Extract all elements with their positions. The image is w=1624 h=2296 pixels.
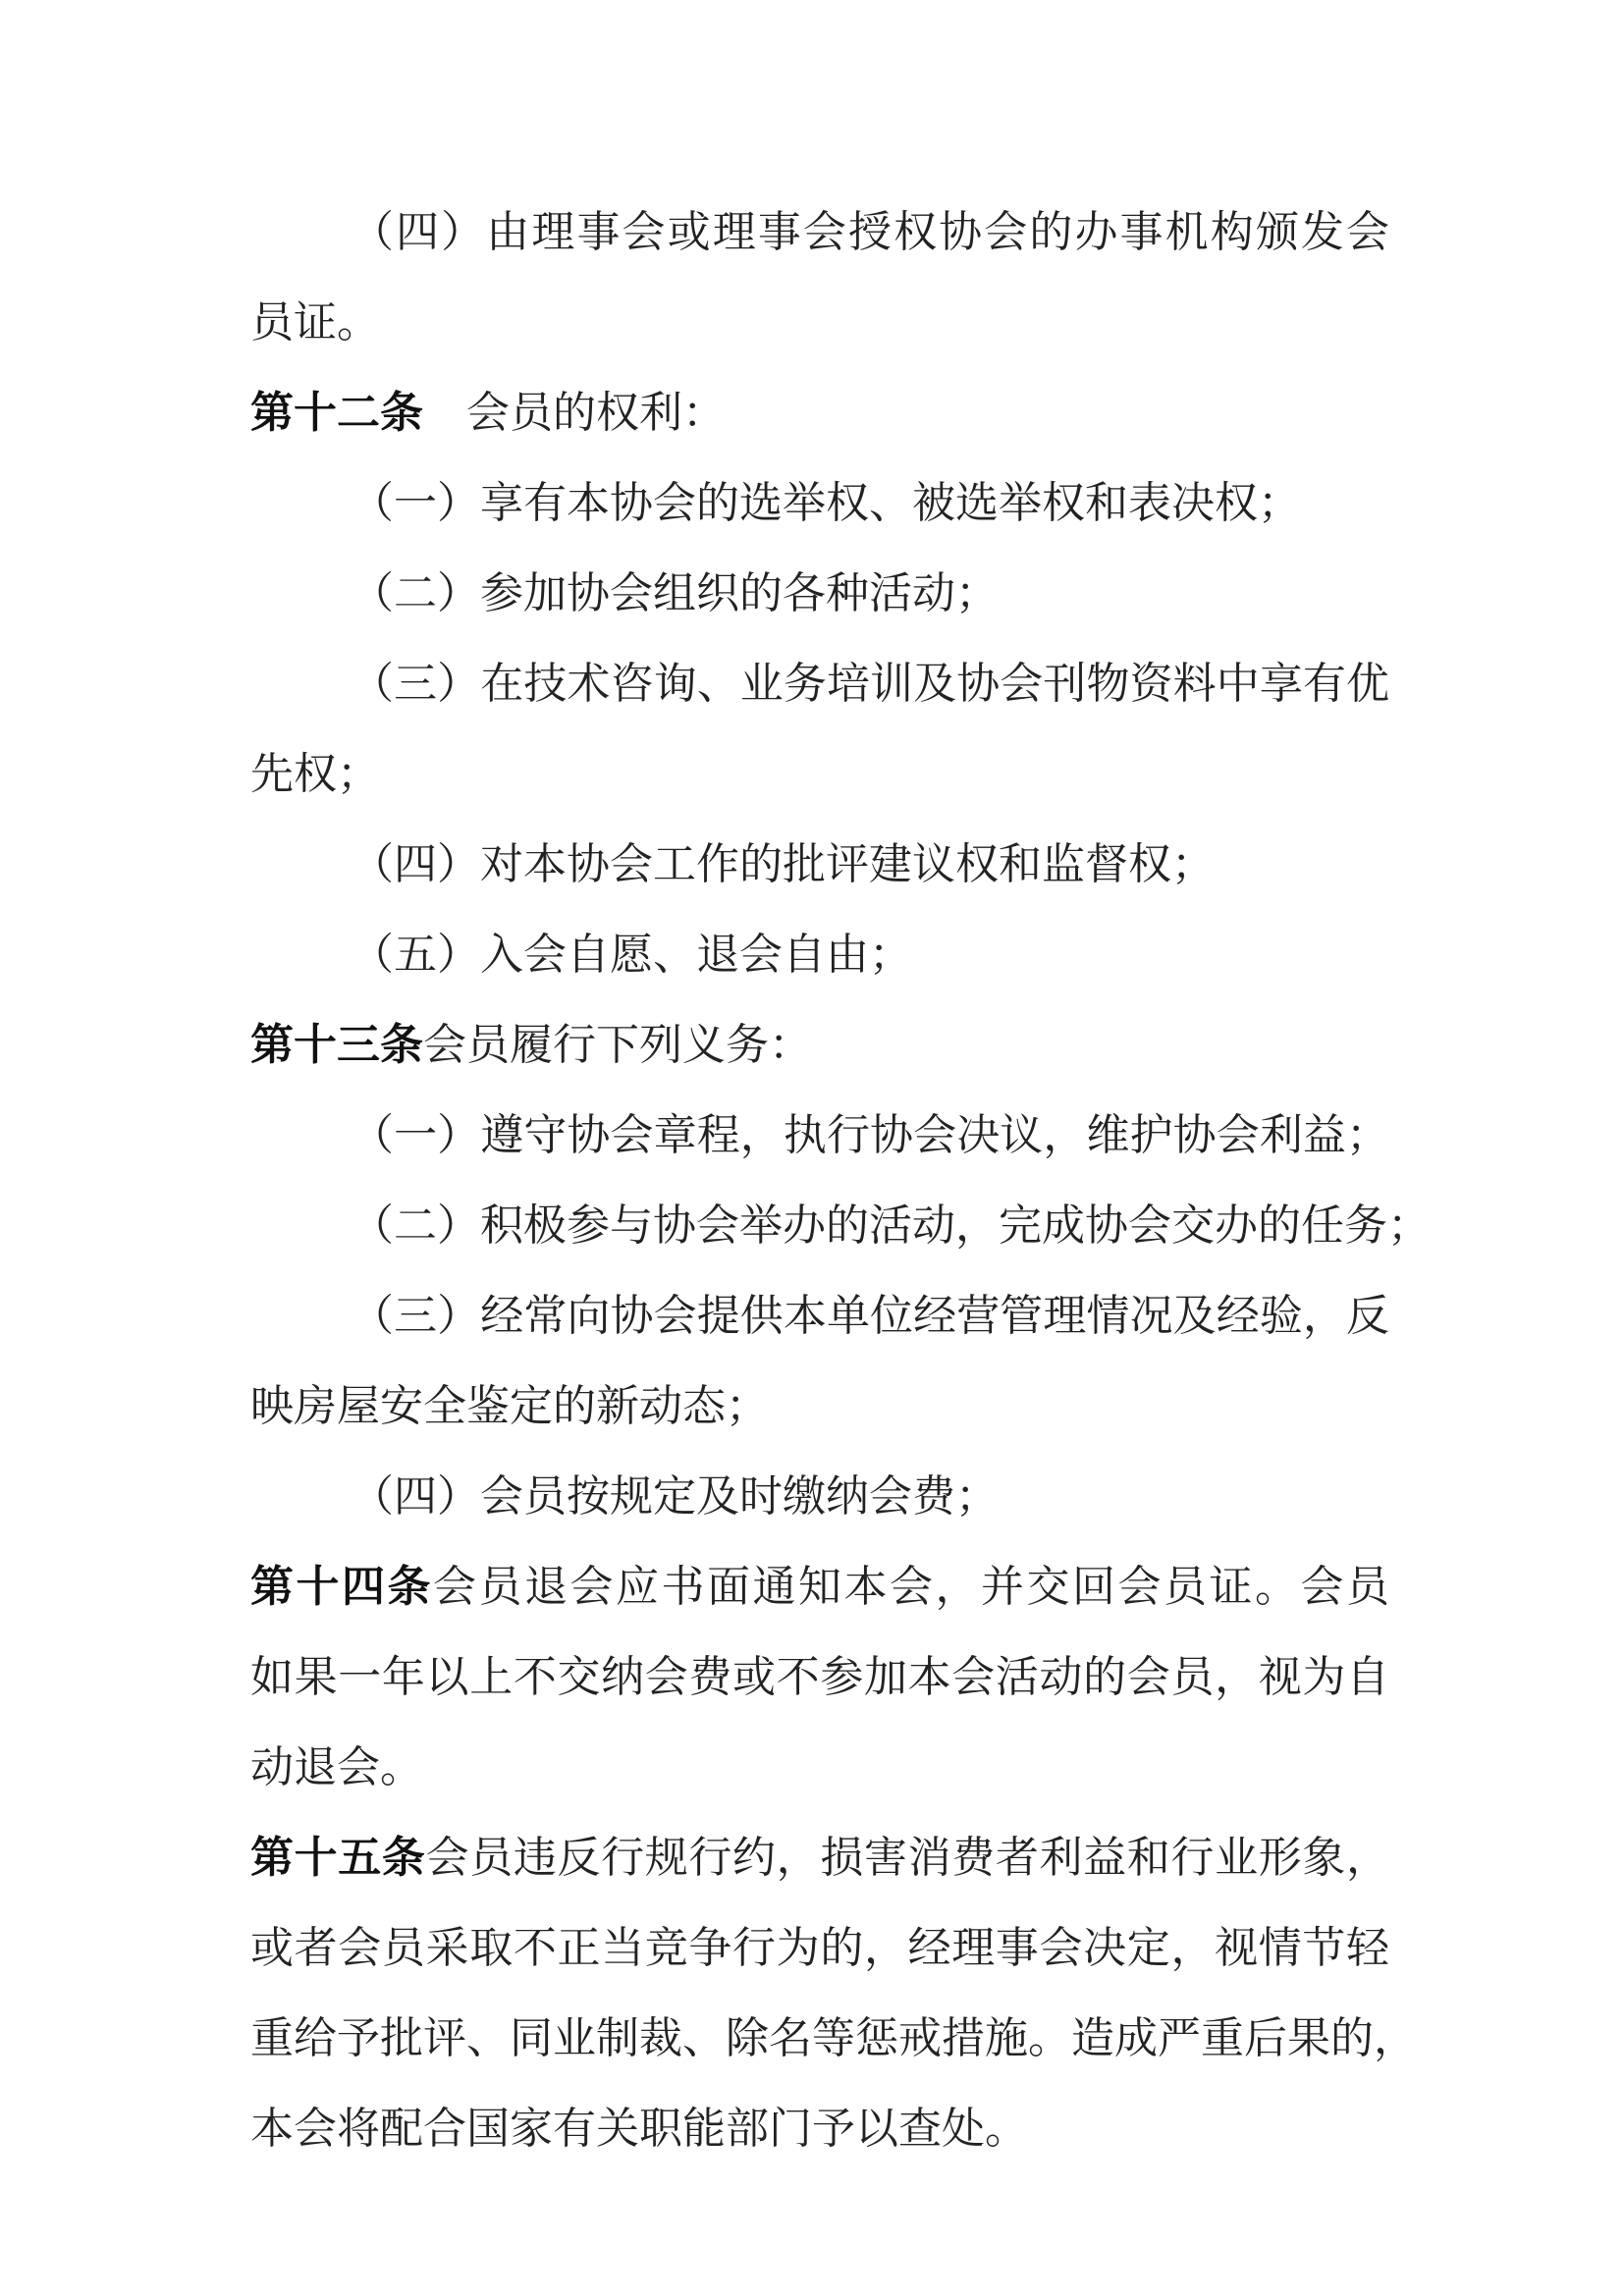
- clause-11-item-4-line-2: 员证。: [250, 297, 380, 347]
- article-12-item-4: （四）对本协会工作的批评建议权和监督权；: [351, 839, 1215, 889]
- article-14-title: 第十四条: [250, 1562, 433, 1612]
- article-13-item-4: （四）会员按规定及时缴纳会费；: [351, 1471, 999, 1522]
- article-12-item-5: （五）入会自愿、退会自由；: [351, 930, 912, 980]
- article-12-item-2: （二）参加协会组织的各种活动；: [351, 568, 999, 618]
- article-15-text-line-4: 本会将配合国家有关职能部门予以查处。: [250, 2104, 1028, 2154]
- article-15-heading-line: [250, 1829, 1389, 1888]
- article-14-text-line-3: 动退会。: [250, 1742, 423, 1792]
- article-12-title: 第十二条: [250, 388, 423, 438]
- article-14-heading-line: [250, 1558, 1389, 1617]
- article-12-item-3-line-1: （三）在技术咨询、业务培训及协会刊物资料中享有优: [351, 659, 1389, 709]
- article-15-text-line-3: 重给予批评、同业制裁、除名等惩戒措施。造成严重后果的，: [250, 2013, 1417, 2063]
- article-13-title: 第十三条: [250, 1020, 423, 1070]
- article-13-item-1: （一）遵守协会章程，执行协会决议，维护协会利益；: [351, 1110, 1389, 1160]
- article-13-item-3-line-2: 映房屋安全鉴定的新动态；: [250, 1381, 769, 1431]
- article-15-text-line-2: 或者会员采取不正当竞争行为的，经理事会决定，视情节轻: [250, 1923, 1389, 1973]
- article-13-item-2: （二）积极参与协会举办的活动，完成协会交办的任务；: [351, 1201, 1431, 1251]
- article-15-text-line-1: 会员违反行规行约，损害消费者利益和行业形象，: [425, 1833, 1390, 1883]
- article-12-intro: 会员的权利：: [423, 388, 726, 438]
- article-15-title: 第十五条: [250, 1833, 426, 1883]
- clause-11-item-4-line-1: （四）由理事会或理事会授权协会的办事机构颁发会: [351, 207, 1389, 257]
- article-13-intro: 会员履行下列义务：: [423, 1020, 812, 1070]
- article-14-text-line-2: 如果一年以上不交纳会费或不参加本会活动的会员，视为自: [250, 1652, 1389, 1702]
- article-12-heading-line: [250, 384, 1389, 443]
- article-12-item-1: （一）享有本协会的选举权、被选举权和表决权；: [351, 478, 1301, 528]
- article-12-item-3-line-2: 先权；: [250, 749, 380, 799]
- article-13-heading-line: [250, 1016, 1389, 1075]
- article-13-item-3-line-1: （三）经常向协会提供本单位经营管理情况及经验，反: [351, 1291, 1389, 1341]
- article-14-text-line-1: 会员退会应书面通知本会，并交回会员证。会员: [433, 1562, 1389, 1612]
